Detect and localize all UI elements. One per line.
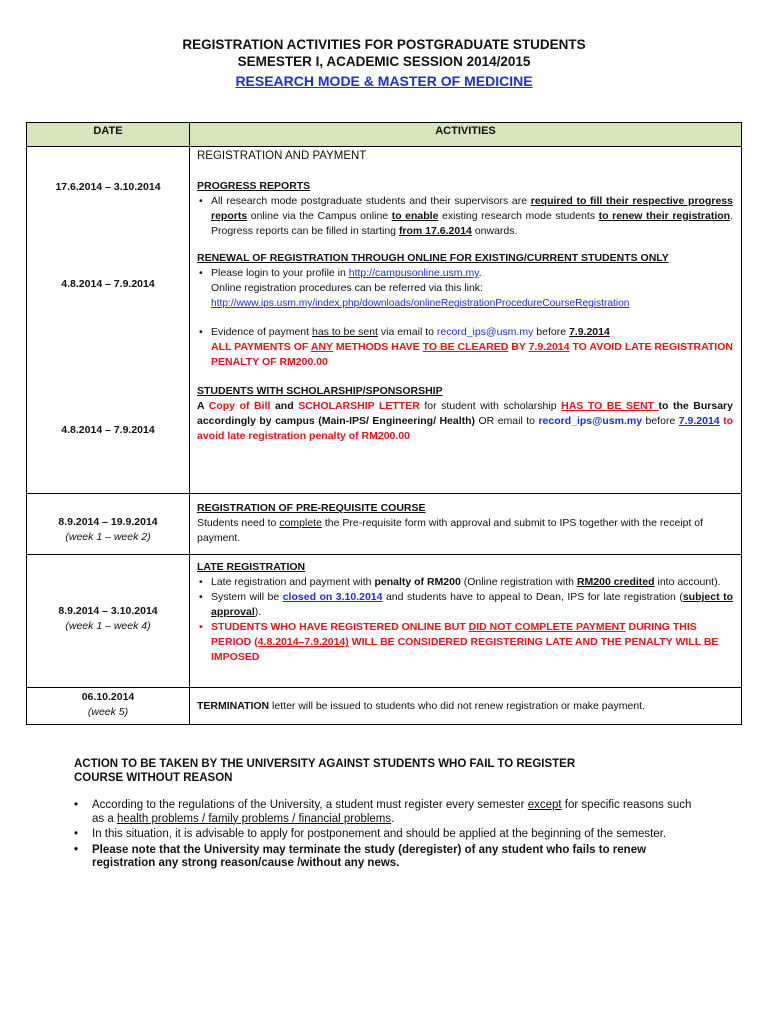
- table-row: [27, 494, 742, 555]
- list-item: • According to the regulations of the University, a student must register every semester except for specific reasons such as a health problems / family problems / financial problems.: [74, 799, 702, 826]
- email-link[interactable]: record_ips@usm.my: [436, 326, 534, 338]
- procedure-link[interactable]: http://www.ips.usm.my/index.php/downloads/onlineRegistrationProcedureCourseRegistration: [211, 298, 630, 309]
- date-text: 4.8.2014 – 7.9.2014: [61, 278, 155, 290]
- date-text: 17.6.2014 – 3.10.2014: [55, 181, 161, 193]
- renewal-title: RENEWAL OF REGISTRATION THROUGH ONLINE FOR EXISTING/CURRENT STUDENTS ONLY: [197, 252, 669, 264]
- action-title-line-1: ACTION TO BE TAKEN BY THE UNIVERSITY AGAINST STUDENTS WHO FAIL TO REGISTER: [74, 758, 576, 770]
- section-heading: REGISTRATION AND PAYMENT: [197, 150, 367, 162]
- table-row: [27, 688, 742, 725]
- list-item: • All research mode postgraduate students and their supervisors are required to fill their respective progress reports online via the Campus online to enable existing research mode students to renew their registration. Progress reports can be filled in starting from 17.6.2014 onwards.: [197, 194, 733, 239]
- date-text: 4.8.2014 – 7.9.2014: [61, 424, 155, 436]
- progress-reports-title: PROGRESS REPORTS: [197, 180, 311, 192]
- date-text: 06.10.2014: [81, 691, 135, 703]
- table-row: [27, 555, 742, 688]
- list-item: • Please login to your profile in http://campusonline.usm.my.: [197, 266, 733, 281]
- list-item: • Please note that the University may terminate the study (deregister) of any student who fails to renew registration any strong reason/cause /without any news.: [74, 844, 702, 871]
- week-text: (week 5): [87, 706, 129, 718]
- date-cell: [27, 494, 190, 555]
- list-item: • Evidence of payment has to be sent via email to record_ips@usm.my before 7.9.2014: [197, 325, 733, 340]
- date-column-header: DATE: [27, 123, 190, 147]
- date-text: 8.9.2014 – 19.9.2014: [58, 516, 158, 528]
- activities-cell: [190, 555, 742, 688]
- week-text: (week 1 – week 4): [65, 620, 151, 632]
- procedure-note: Online registration procedures can be referred via this link:: [211, 282, 483, 294]
- payment-warning: ALL PAYMENTS OF ANY METHODS HAVE TO BE CLEARED BY 7.9.2014 TO AVOID LATE REGISTRATION PENALTY OF RM200.00: [211, 341, 733, 368]
- prerequisite-text: Students need to complete the Pre-requisite form with approval and submit to IPS together with the receipt of payment.: [197, 517, 704, 544]
- activities-cell: TERMINATION letter will be issued to students who did not renew registration or make payment.: [190, 688, 742, 725]
- table-header-row: [27, 123, 742, 147]
- action-section: [74, 758, 702, 871]
- list-item: • STUDENTS WHO HAVE REGISTERED ONLINE BUT DID NOT COMPLETE PAYMENT DURING THIS PERIOD (4.8.2014–7.9.2014) WILL BE CONSIDERED REGISTERING LATE AND THE PENALTY WILL BE IMPOSED: [197, 620, 733, 665]
- week-text: (week 1 – week 2): [65, 531, 151, 543]
- campusonline-link[interactable]: http://campusonline.usm.my: [348, 267, 479, 279]
- list-item: • Late registration and payment with penalty of RM200 (Online registration with RM200 credited into account).: [197, 575, 733, 590]
- title-line-1: REGISTRATION ACTIVITIES FOR POSTGRADUATE STUDENTS: [182, 37, 586, 52]
- late-registration-title: LATE REGISTRATION: [197, 561, 306, 573]
- table-row: [27, 147, 742, 494]
- date-text: 8.9.2014 – 3.10.2014: [58, 605, 158, 617]
- title-line-3: RESEARCH MODE & MASTER OF MEDICINE: [235, 73, 533, 89]
- activities-column-header: ACTIVITIES: [190, 123, 742, 147]
- list-item: • In this situation, it is advisable to apply for postponement and should be applied at the beginning of the semester.: [74, 828, 702, 842]
- title-line-2: SEMESTER I, ACADEMIC SESSION 2014/2015: [237, 54, 531, 69]
- schedule-table: [26, 122, 742, 725]
- date-cell: [27, 688, 190, 725]
- action-title-line-2: COURSE WITHOUT REASON: [74, 771, 233, 784]
- date-cell: [27, 147, 190, 494]
- scholarship-text: A Copy of Bill and SCHOLARSHIP LETTER for student with scholarship HAS TO BE SENT to the Bursary accordingly by campus (Main-IPS/ Engineering/ Health) OR email to record_ips@usm.my before 7.9.2014 to avoid late registration penalty of RM200.00: [197, 400, 733, 442]
- list-item: • System will be closed on 3.10.2014 and students have to appeal to Dean, IPS for late registration (subject to approval).: [197, 590, 733, 620]
- prerequisite-title: REGISTRATION OF PRE-REQUISITE COURSE: [197, 502, 426, 514]
- activities-cell: [190, 494, 742, 555]
- email-link[interactable]: record_ips@usm.my: [538, 415, 643, 427]
- activities-cell: [190, 147, 742, 494]
- date-cell: [27, 555, 190, 688]
- scholarship-title: STUDENTS WITH SCHOLARSHIP/SPONSORSHIP: [197, 385, 443, 397]
